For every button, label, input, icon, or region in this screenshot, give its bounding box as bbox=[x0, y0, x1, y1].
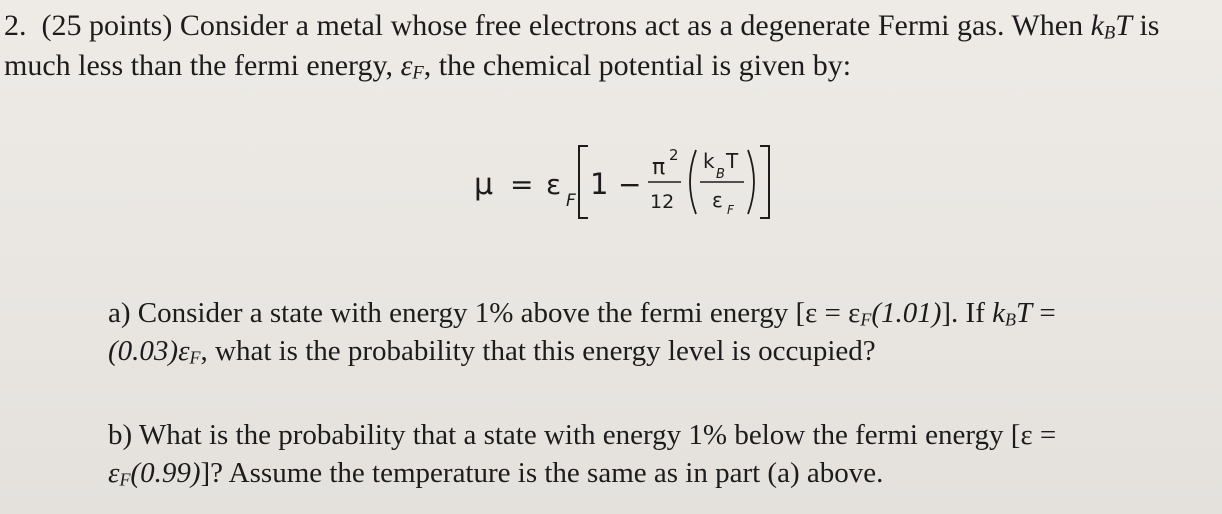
chemical-potential-equation bbox=[0, 128, 1222, 228]
eq-k: k bbox=[703, 149, 715, 173]
problem-intro-text-3: , the chemical potential is given by: bbox=[423, 49, 852, 82]
eq-epsilon: ε bbox=[546, 168, 562, 201]
fermi-energy-symbol: $\varepsilon_F$ bbox=[400, 49, 424, 84]
eq-one: 1 bbox=[590, 167, 609, 201]
problem-intro-text: Consider a metal whose free electrons act as a degenerate Fermi gas. When bbox=[179, 9, 1084, 42]
eq-equals: = bbox=[510, 168, 534, 201]
eq-left-bracket bbox=[579, 146, 588, 218]
part-b-line-1: b) What is the probability that a state with energy 1% below the fermi energy [ε = bbox=[108, 419, 1057, 451]
eq-right-bracket bbox=[760, 146, 769, 218]
kbt-symbol: $k_BT$ bbox=[1090, 9, 1132, 44]
part-a-label: a) bbox=[108, 297, 131, 329]
eq-minus: − bbox=[618, 168, 642, 201]
eq-pi: π bbox=[652, 155, 666, 180]
eq-pi-exponent: 2 bbox=[669, 146, 679, 164]
part-b-label: b) bbox=[108, 419, 133, 451]
eq-twelve: 12 bbox=[650, 191, 675, 213]
eq-den-sub: F bbox=[727, 203, 734, 217]
eq-epsilon-sub: F bbox=[566, 191, 576, 211]
eq-t: T bbox=[726, 149, 739, 173]
part-a-kbt: $k_BT$ bbox=[992, 297, 1033, 330]
problem-number: 2. bbox=[4, 9, 27, 42]
problem-statement bbox=[4, 6, 1216, 86]
problem-line-2 bbox=[4, 46, 1216, 86]
eq-den-epsilon: ε bbox=[712, 188, 723, 212]
eq-left-paren bbox=[690, 150, 696, 214]
part-b-line-2: $\varepsilon_F(0.99)$]? Assume the temperature is the same as in part (a) above. bbox=[108, 457, 884, 490]
part-b bbox=[108, 416, 1208, 492]
eq-b-sub: B bbox=[716, 167, 725, 182]
eq-mu: μ bbox=[474, 167, 494, 202]
part-a-line-2: $(0.03)\varepsilon_F$, what is the probability that this energy level is occupied? bbox=[108, 335, 876, 368]
problem-intro-text-2: much less than the fermi energy, bbox=[4, 49, 394, 82]
problem-points: (25 points) bbox=[41, 9, 173, 42]
part-a bbox=[108, 294, 1208, 370]
part-a-line-1: a) Consider a state with energy 1% above the fermi energy $[\varepsilon = \varepsilon_F(1.01)]$. If $k_BT$ = bbox=[108, 297, 1056, 330]
eq-right-paren bbox=[748, 150, 754, 214]
problem-line-1 bbox=[4, 6, 1216, 46]
problem-intro-end: is bbox=[1139, 9, 1160, 42]
